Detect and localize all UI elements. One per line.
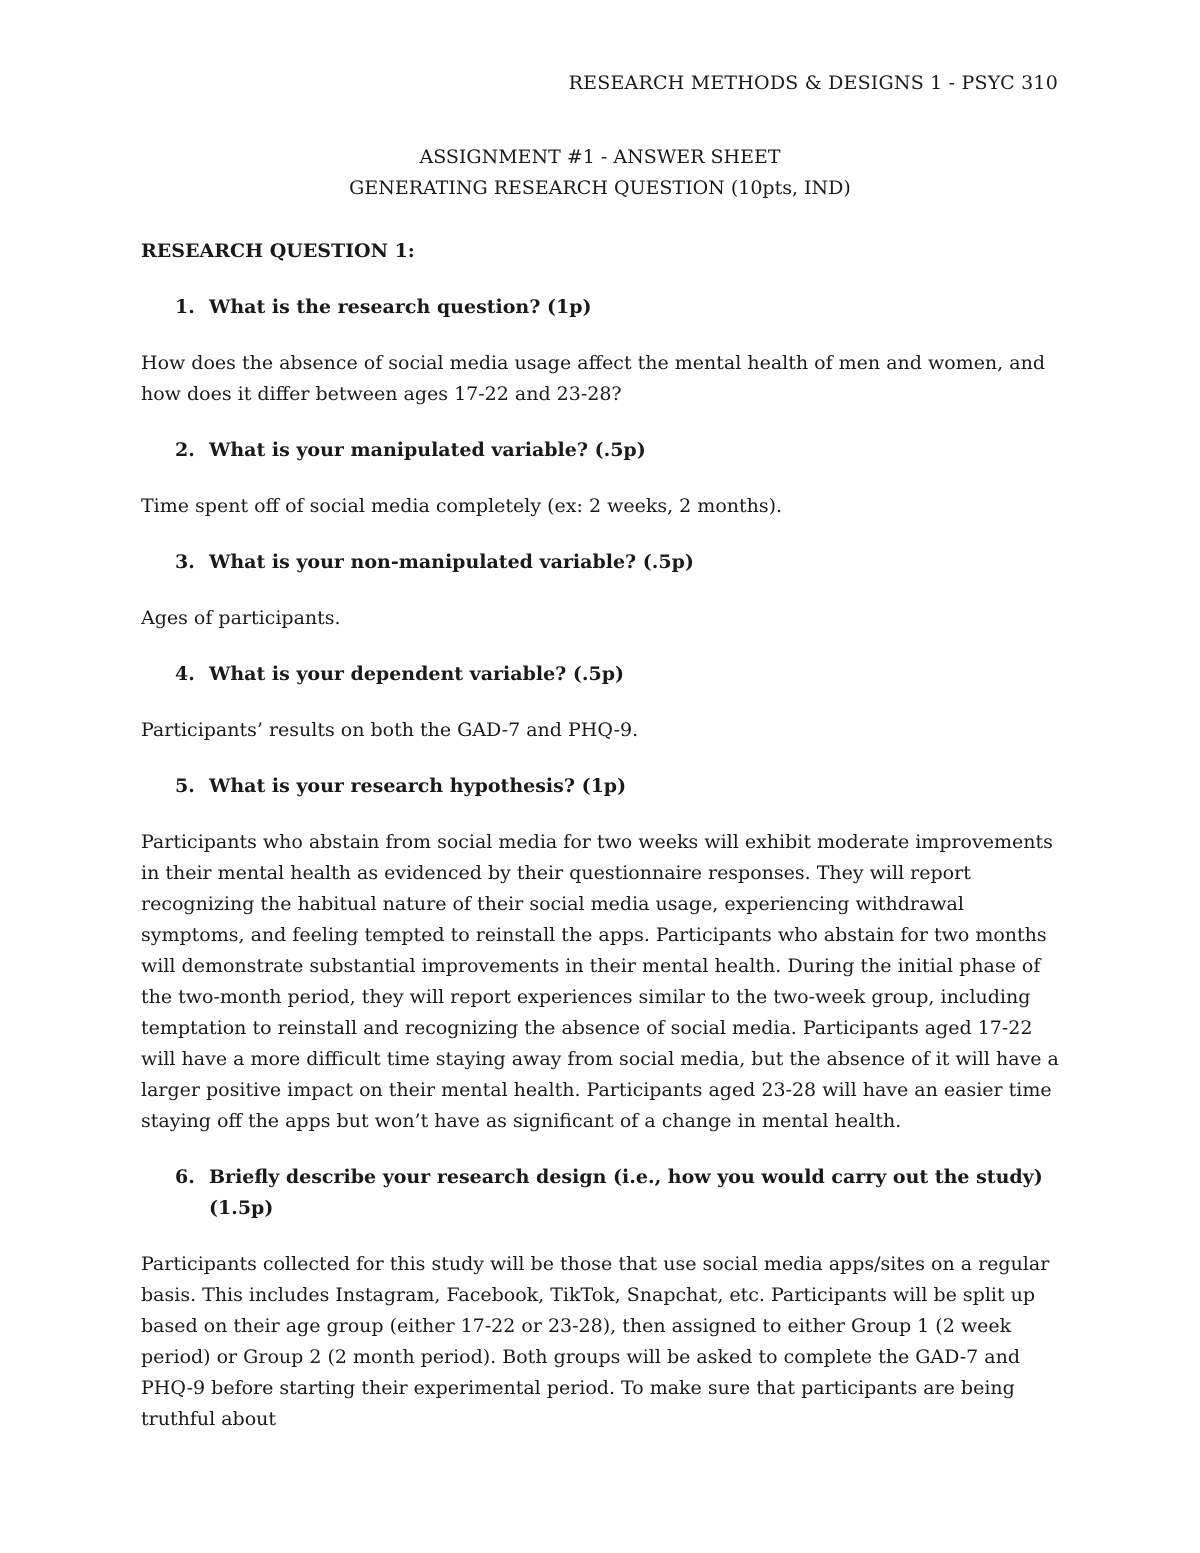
answer-1: How does the absence of social media usage affect the mental health of men and women, and how does it differ between ages 17-22 and 23-28? [141, 352, 1045, 405]
question-number: 6. [175, 1166, 195, 1188]
section-title: RESEARCH QUESTION 1: [141, 240, 415, 262]
answer-2: Time spent off of social media completely (ex: 2 weeks, 2 months). [141, 495, 783, 517]
answer-6: Participants collected for this study will be those that use social media apps/sites on a regular basis. This includes Instagram, Facebook, TikTok, Snapchat, etc. Participants will be split up based on their age group (either 17-22 or 23-28), then assigned to either Group 1 (2 week period) or Group 2 (2 month period). Both groups will be asked to complete the GAD-7 and PHQ-9 before starting their experimental period. To make sure that participants are being truthful about [141, 1253, 1050, 1430]
question-number: 1. [175, 296, 195, 318]
question-number: 5. [175, 775, 195, 797]
running-header: RESEARCH METHODS & DESIGNS 1 - PSYC 310 [568, 72, 1058, 94]
question-text: What is your manipulated variable? (.5p) [209, 439, 646, 461]
question-number: 4. [175, 663, 195, 685]
question-number: 2. [175, 439, 195, 461]
answer-5: Participants who abstain from social media for two weeks will exhibit moderate improvements in their mental health as evidenced by their questionnaire responses. They will report recognizing the habitual nature of their social media usage, experiencing withdrawal symptoms, and feeling tempted to reinstall the apps. Participants who abstain for two months will demonstrate substantial improvements in their mental health. During the initial phase of the two-month period, they will report experiences similar to the two-week group, including temptation to reinstall and recognizing the absence of social media. Participants aged 17-22 will have a more difficult time staying away from social media, but the absence of it will have a larger positive impact on their mental health. Participants aged 23-28 will have an easier time staying off the apps but won’t have as significant of a change in mental health. [141, 831, 1059, 1132]
question-4 [141, 659, 1061, 690]
question-text: What is your dependent variable? (.5p) [209, 663, 625, 685]
question-text: Briefly describe your research design (i.e., how you would carry out the study) (1.5p) [209, 1166, 1043, 1219]
document-title [0, 142, 1200, 204]
question-5 [141, 771, 1061, 802]
question-1 [141, 292, 1061, 323]
question-text: What is the research question? (1p) [209, 296, 592, 318]
question-text: What is your research hypothesis? (1p) [209, 775, 627, 797]
answer-3: Ages of participants. [141, 607, 341, 629]
title-line-1: ASSIGNMENT #1 - ANSWER SHEET [419, 146, 781, 168]
answer-4: Participants’ results on both the GAD-7 and PHQ-9. [141, 719, 639, 741]
question-6 [141, 1162, 1061, 1224]
document-body [141, 236, 1061, 1460]
question-3 [141, 547, 1061, 578]
title-line-2: GENERATING RESEARCH QUESTION (10pts, IND) [349, 177, 851, 199]
question-text: What is your non-manipulated variable? (.5p) [209, 551, 694, 573]
question-number: 3. [175, 551, 195, 573]
question-2 [141, 435, 1061, 466]
